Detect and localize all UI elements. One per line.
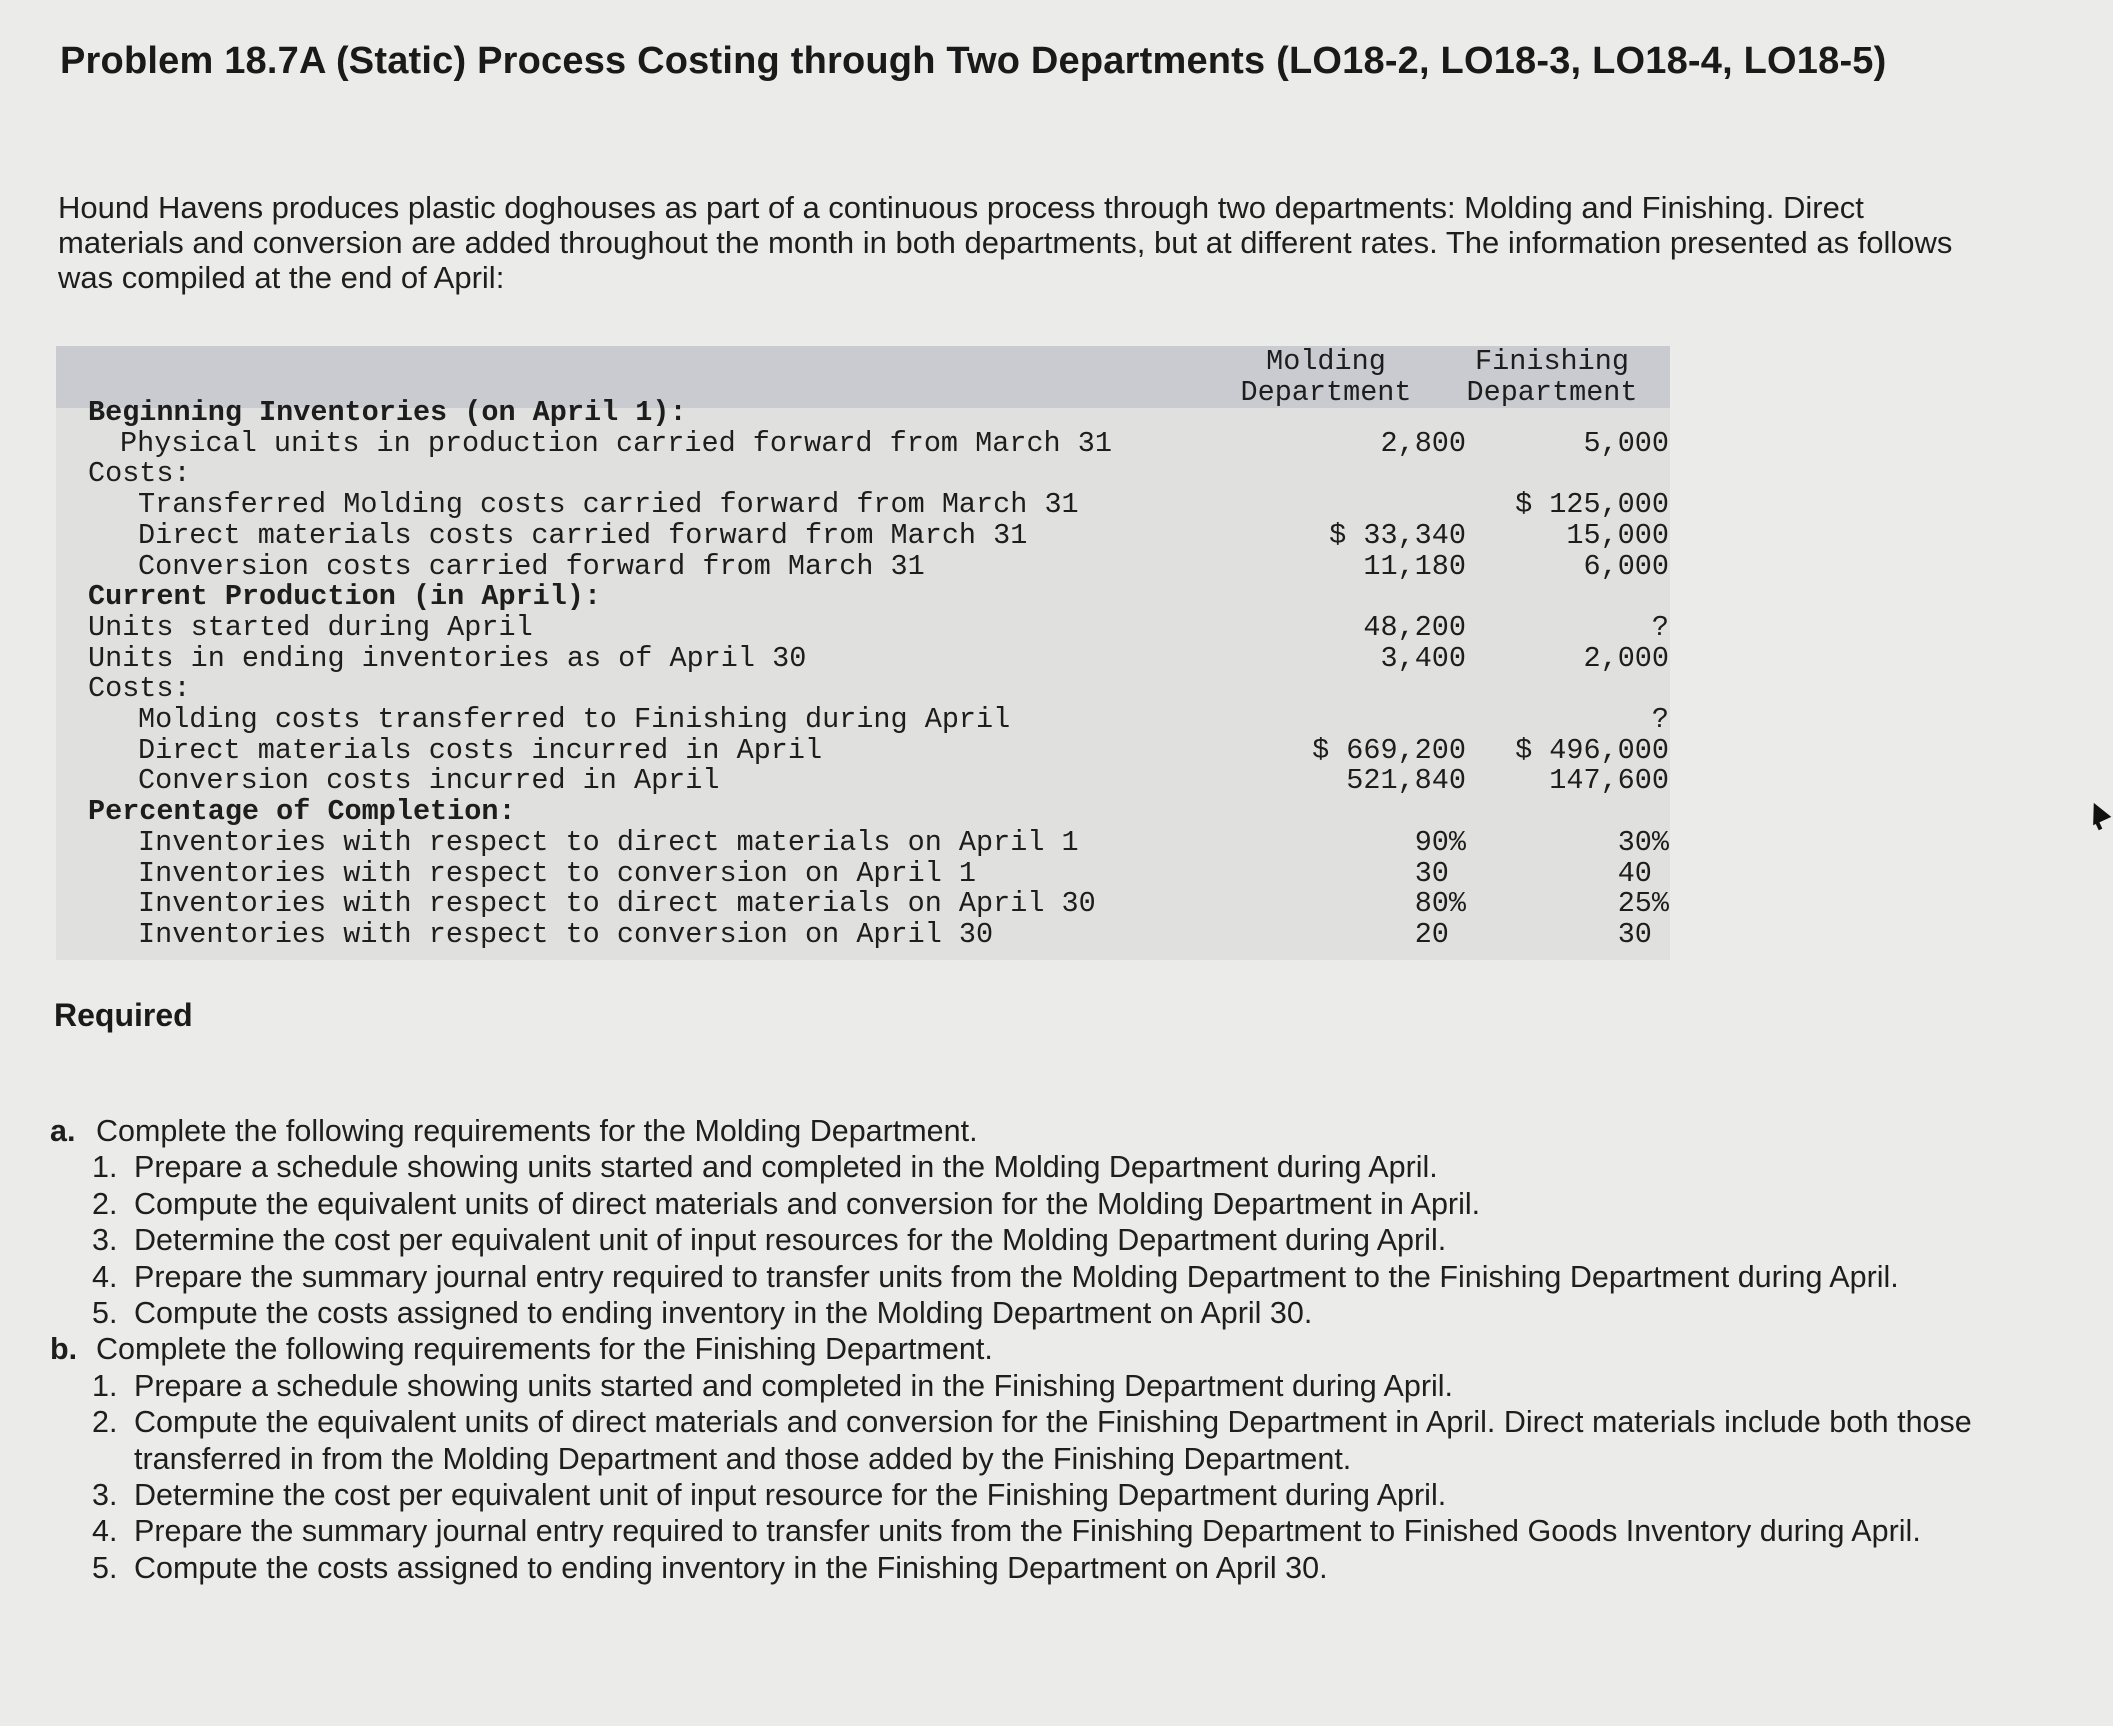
finishing-value: 15,000 <box>1566 518 1669 552</box>
finishing-value: 6,000 <box>1583 549 1669 583</box>
table-row <box>56 610 1670 644</box>
requirement-item-text: Compute the equivalent units of direct materials and conversion for the Finishing Department in April. Direct materials include both those transferred in from the Molding Department and those added by the Finishing Department. <box>134 1405 1972 1476</box>
requirement-a-marker: a. <box>50 1114 76 1148</box>
table-row <box>56 582 1670 613</box>
table-row <box>56 549 1670 583</box>
row-label: Units started during April <box>88 610 533 644</box>
finishing-value: 40 <box>1617 856 1669 890</box>
row-label: Current Production (in April): <box>88 580 602 614</box>
requirement-item <box>50 1222 2010 1258</box>
problem-intro: Hound Havens produces plastic doghouses as part of a continuous process through two departments: Molding and Finishing. Direct materials and conversion are added throughout the month in both departments, but at different rates. The information presented as follows was compiled at the end of April: <box>58 190 1953 295</box>
row-label: Direct materials costs carried forward from March 31 <box>138 518 1028 552</box>
table-row <box>56 490 1670 521</box>
required-heading: Required <box>54 997 193 1033</box>
column-header-molding: Molding Department <box>1240 345 1412 409</box>
row-label: Physical units in production carried forward from March 31 <box>120 426 1112 460</box>
molding-value: $ 669,200 <box>1312 733 1466 767</box>
molding-value: 48,200 <box>1363 610 1466 644</box>
requirement-item-marker: 3. <box>92 1223 118 1258</box>
finishing-value: 147,600 <box>1549 764 1669 798</box>
table-row <box>56 733 1670 767</box>
requirement-item-text: Prepare the summary journal entry required to transfer units from the Molding Department to the Finishing Department during April. <box>134 1259 1899 1294</box>
row-label: Inventories with respect to direct materials on April 30 <box>138 887 1096 921</box>
finishing-value: 30 <box>1617 917 1669 951</box>
molding-value: 90% <box>1414 825 1466 859</box>
molding-value: $ 33,340 <box>1329 518 1466 552</box>
table-row <box>56 641 1670 675</box>
row-label: Beginning Inventories (on April 1): <box>88 396 687 429</box>
requirement-item-marker: 4. <box>92 1514 118 1549</box>
requirement-item-text: Compute the costs assigned to ending inventory in the Molding Department on April 30. <box>134 1296 1313 1331</box>
requirement-item <box>50 1513 2010 1549</box>
requirement-item-marker: 5. <box>92 1550 118 1585</box>
row-label: Inventories with respect to direct materials on April 1 <box>138 825 1079 859</box>
requirement-b-items <box>50 1368 2010 1586</box>
finishing-value: $ 496,000 <box>1515 733 1669 767</box>
molding-value: 521,840 <box>1346 764 1466 798</box>
finishing-value: ? <box>1651 610 1669 644</box>
table-row <box>56 766 1670 797</box>
row-label: Inventories with respect to conversion on April 1 <box>138 856 977 890</box>
page-title: Problem 18.7A (Static) Process Costing through Two Departments (LO18-2, LO18-3, LO18-4, LO18-5) <box>60 40 1887 82</box>
table-row <box>56 917 1670 951</box>
finishing-value: 25% <box>1617 887 1669 921</box>
molding-value: 30 <box>1414 856 1466 890</box>
row-label: Percentage of Completion: <box>88 795 516 829</box>
requirements-list <box>50 1113 2010 1586</box>
row-label: Conversion costs carried forward from March 31 <box>138 549 925 583</box>
requirement-item-marker: 2. <box>92 1186 118 1221</box>
table-row <box>56 889 1670 920</box>
requirement-item-marker: 5. <box>92 1296 118 1331</box>
requirement-item-text: Prepare the summary journal entry required to transfer units from the Finishing Department to Finished Goods Inventory during April. <box>134 1514 1921 1549</box>
requirement-b-marker: b. <box>50 1332 78 1367</box>
requirement-item <box>50 1186 2010 1222</box>
requirement-item-text: Compute the equivalent units of direct materials and conversion for the Molding Department in April. <box>134 1186 1481 1221</box>
requirement-item-marker: 1. <box>92 1150 118 1185</box>
requirement-a-items <box>50 1149 2010 1331</box>
table-row <box>56 398 1670 429</box>
column-header-finishing: Finishing Department <box>1466 345 1638 409</box>
requirement-item-marker: 4. <box>92 1259 118 1294</box>
requirement-b <box>50 1331 2010 1367</box>
finishing-value: 2,000 <box>1583 641 1669 675</box>
row-label: Costs: <box>88 457 191 491</box>
requirement-b-text: Complete the following requirements for the Finishing Department. <box>96 1332 993 1367</box>
requirement-item-text: Determine the cost per equivalent unit of input resources for the Molding Department during April. <box>134 1223 1447 1258</box>
requirement-item <box>50 1477 2010 1513</box>
requirement-item <box>50 1404 2010 1477</box>
requirement-item <box>50 1550 2010 1586</box>
row-label: Molding costs transferred to Finishing during April <box>138 703 1011 736</box>
requirement-item <box>50 1295 2010 1331</box>
row-label: Direct materials costs incurred in April <box>138 733 823 767</box>
requirement-a <box>50 1113 2010 1149</box>
requirement-item <box>50 1149 2010 1185</box>
requirement-item <box>50 1259 2010 1295</box>
data-table <box>56 346 1670 960</box>
molding-value: 11,180 <box>1363 549 1466 583</box>
molding-value: 80% <box>1414 887 1466 921</box>
row-label: Conversion costs incurred in April <box>138 764 720 798</box>
molding-value: 2,800 <box>1380 426 1466 460</box>
finishing-value: $ 125,000 <box>1515 488 1669 522</box>
molding-value: 3,400 <box>1380 641 1466 675</box>
finishing-value: ? <box>1651 703 1669 736</box>
requirement-item <box>50 1368 2010 1404</box>
requirement-item-text: Compute the costs assigned to ending inventory in the Finishing Department on April 30. <box>134 1550 1328 1585</box>
row-label: Inventories with respect to conversion on April 30 <box>138 917 994 951</box>
requirement-item-marker: 1. <box>92 1368 118 1403</box>
table-row <box>56 705 1670 736</box>
table-row <box>56 518 1670 552</box>
requirement-a-text: Complete the following requirements for the Molding Department. <box>96 1114 978 1148</box>
finishing-value: 30% <box>1617 825 1669 859</box>
row-label: Transferred Molding costs carried forward from March 31 <box>138 488 1079 522</box>
requirement-item-text: Determine the cost per equivalent unit of input resource for the Finishing Department during April. <box>134 1478 1447 1513</box>
requirement-item-marker: 3. <box>92 1478 118 1513</box>
table-row <box>56 797 1670 828</box>
table-row <box>56 856 1670 890</box>
molding-value: 20 <box>1414 917 1466 951</box>
table-row <box>56 459 1670 490</box>
requirement-item-text: Prepare a schedule showing units started and completed in the Molding Department during April. <box>134 1150 1438 1185</box>
row-label: Units in ending inventories as of April 30 <box>88 641 807 675</box>
row-label: Costs: <box>88 672 191 706</box>
requirement-item-marker: 2. <box>92 1405 118 1440</box>
requirement-item-text: Prepare a schedule showing units started and completed in the Finishing Department during April. <box>134 1368 1454 1403</box>
table-row <box>56 825 1670 859</box>
table-row <box>56 674 1670 705</box>
finishing-value: 5,000 <box>1583 426 1669 460</box>
table-row <box>56 426 1670 460</box>
